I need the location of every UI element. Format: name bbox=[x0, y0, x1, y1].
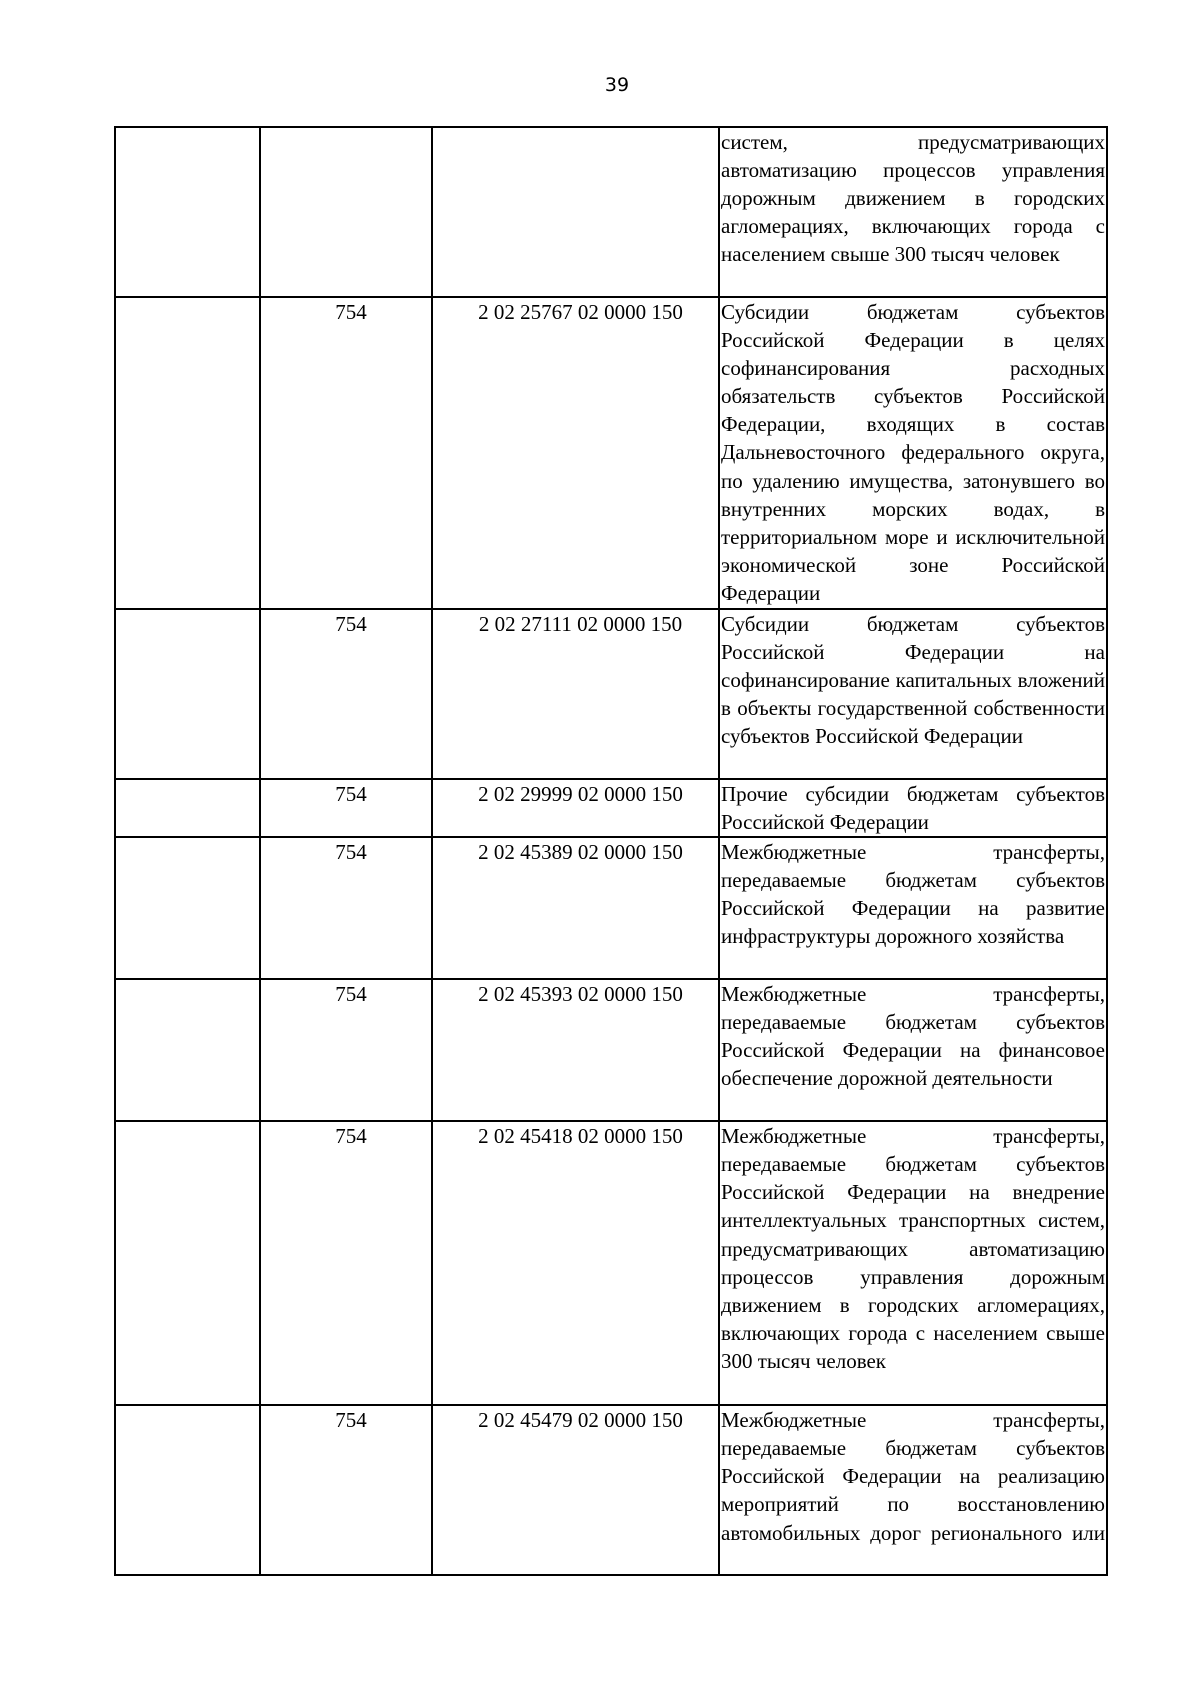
group-cell bbox=[115, 1121, 260, 1405]
budget-code-cell: 2 02 45393 02 0000 150 bbox=[432, 979, 719, 1121]
table-row bbox=[115, 1121, 1107, 1405]
group-cell bbox=[115, 297, 260, 609]
description-cell: Межбюджетные трансферты, передаваемые бюджетам субъектов Российской Федерации на финансовое обеспечение дорожной деятельности bbox=[719, 979, 1107, 1121]
budget-code-cell: 2 02 25767 02 0000 150 bbox=[432, 297, 719, 609]
admin-code-cell: 754 bbox=[260, 609, 432, 779]
description-cell: Субсидии бюджетам субъектов Российской Федерации на софинансирование капитальных вложений в объекты государственной собственности субъектов Российской Федерации bbox=[719, 609, 1107, 779]
admin-code-cell: 754 bbox=[260, 979, 432, 1121]
table-row bbox=[115, 297, 1107, 609]
page-number: 39 bbox=[604, 74, 630, 96]
budget-code-cell: 2 02 45418 02 0000 150 bbox=[432, 1121, 719, 1405]
group-cell bbox=[115, 609, 260, 779]
admin-code-cell bbox=[260, 127, 432, 297]
admin-code-cell: 754 bbox=[260, 779, 432, 837]
description-cell: Межбюджетные трансферты, передаваемые бюджетам субъектов Российской Федерации на развитие инфраструктуры дорожного хозяйства bbox=[719, 837, 1107, 979]
group-cell bbox=[115, 127, 260, 297]
budget-code-cell bbox=[432, 127, 719, 297]
admin-code-cell: 754 bbox=[260, 1121, 432, 1405]
group-cell bbox=[115, 979, 260, 1121]
table-row bbox=[115, 127, 1107, 297]
description-cell: Межбюджетные трансферты, передаваемые бюджетам субъектов Российской Федерации на внедрение интеллектуальных транспортных систем, предусматривающих автоматизацию процессов управления дорожным движением в городских агломерациях, включающих города с населением свыше 300 тысяч человек bbox=[719, 1121, 1107, 1405]
budget-code-cell: 2 02 45389 02 0000 150 bbox=[432, 837, 719, 979]
table-row bbox=[115, 609, 1107, 779]
admin-code-cell: 754 bbox=[260, 837, 432, 979]
table-row bbox=[115, 1405, 1107, 1575]
admin-code-cell: 754 bbox=[260, 1405, 432, 1575]
budget-code-cell: 2 02 45479 02 0000 150 bbox=[432, 1405, 719, 1575]
description-cell: Прочие субсидии бюджетам субъектов Российской Федерации bbox=[719, 779, 1107, 837]
admin-code-cell: 754 bbox=[260, 297, 432, 609]
description-cell: Межбюджетные трансферты, передаваемые бюджетам субъектов Российской Федерации на реализацию мероприятий по восстановлению автомобильных дорог регионального или bbox=[719, 1405, 1107, 1575]
group-cell bbox=[115, 779, 260, 837]
group-cell bbox=[115, 1405, 260, 1575]
group-cell bbox=[115, 837, 260, 979]
table-row bbox=[115, 979, 1107, 1121]
budget-code-cell: 2 02 29999 02 0000 150 bbox=[432, 779, 719, 837]
table-row bbox=[115, 779, 1107, 837]
budget-code-cell: 2 02 27111 02 0000 150 bbox=[432, 609, 719, 779]
description-cell: Субсидии бюджетам субъектов Российской Федерации в целях софинансирования расходных обязательств субъектов Российской Федерации, входящих в состав Дальневосточного федерального округа, по удалению имущества, затонувшего во внутренних морских водах, в территориальном море и исключительной экономической зоне Российской Федерации bbox=[719, 297, 1107, 609]
budget-codes-table bbox=[114, 126, 1108, 1576]
description-cell: систем, предусматривающих автоматизацию процессов управления дорожным движением в городских агломерациях, включающих города с населением свыше 300 тысяч человек bbox=[719, 127, 1107, 297]
table-row bbox=[115, 837, 1107, 979]
